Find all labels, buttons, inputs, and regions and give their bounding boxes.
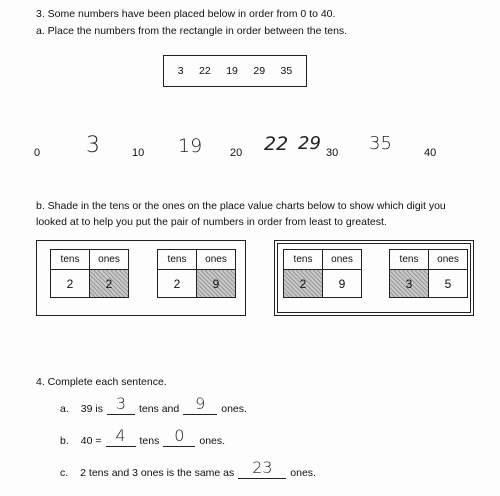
- sentence-text: 40 =: [80, 435, 102, 447]
- ones-cell-shaded[interactable]: 2: [90, 270, 129, 298]
- rectangle-number: 22: [199, 65, 211, 77]
- tens-header: tens: [51, 250, 90, 270]
- place-value-chart: [157, 249, 236, 298]
- handwritten-number: 35: [369, 133, 392, 154]
- item-label: c.: [60, 467, 69, 479]
- question-3b-prompt-line2: looked at to help you put the pair of numbers in order from least to greatest.: [36, 216, 387, 228]
- handwritten-number: 3: [86, 133, 100, 158]
- sentence-text: tens: [139, 435, 160, 447]
- place-value-chart: [283, 249, 362, 298]
- tens-cell-shaded[interactable]: 2: [284, 270, 323, 298]
- answer-blank[interactable]: [107, 394, 135, 415]
- sentence-c: [60, 458, 316, 479]
- item-label: b.: [60, 435, 69, 447]
- sentence-text: ones.: [199, 435, 226, 447]
- tens-header: tens: [390, 250, 429, 270]
- rectangle-number: 29: [253, 65, 266, 77]
- handwritten-number: 29: [298, 133, 321, 154]
- question-4-title: 4. Complete each sentence.: [36, 376, 167, 388]
- number-rectangle: [163, 55, 307, 87]
- tens-marker: 0: [34, 147, 41, 159]
- ones-header: ones: [429, 250, 468, 270]
- item-label: a.: [60, 403, 69, 415]
- handwritten-number: 22: [264, 133, 289, 155]
- answer-blank[interactable]: [238, 458, 286, 479]
- tens-marker: 40: [424, 147, 437, 159]
- ones-cell[interactable]: 9: [323, 270, 362, 298]
- question-3a-prompt: a. Place the numbers from the rectangle in order between the tens.: [36, 25, 348, 37]
- tens-cell-shaded[interactable]: 3: [390, 270, 429, 298]
- sentence-text: ones.: [290, 467, 316, 479]
- ones-header: ones: [197, 250, 236, 270]
- tens-cell[interactable]: 2: [51, 270, 90, 298]
- answer-blank[interactable]: [106, 426, 136, 447]
- place-value-chart: [50, 249, 129, 298]
- answer-blank[interactable]: [163, 426, 195, 447]
- handwritten-answer: 3: [115, 394, 127, 413]
- sentence-text: 39 is: [80, 403, 103, 415]
- tens-header: tens: [284, 250, 323, 270]
- tens-marker: 20: [230, 147, 243, 159]
- tens-cell[interactable]: 2: [158, 270, 197, 298]
- ones-header: ones: [90, 250, 129, 270]
- ones-cell-shaded[interactable]: 9: [197, 270, 236, 298]
- answer-blank[interactable]: [183, 394, 217, 415]
- tens-marker: 10: [132, 147, 145, 159]
- sentence-text: tens and: [138, 403, 180, 415]
- tens-marker: 30: [326, 147, 339, 159]
- sentence-a: [60, 394, 247, 415]
- handwritten-answer: 9: [195, 394, 206, 413]
- sentence-b: [60, 426, 226, 447]
- rectangle-number: 19: [226, 65, 238, 77]
- sentence-text: 2 tens and 3 ones is the same as: [80, 467, 235, 479]
- handwritten-answer: 4: [115, 426, 126, 445]
- tens-header: tens: [158, 250, 197, 270]
- rectangle-number: 3: [177, 65, 184, 77]
- ones-cell[interactable]: 5: [429, 270, 468, 298]
- rectangle-number: 35: [280, 65, 293, 77]
- handwritten-number: 19: [178, 135, 203, 157]
- handwritten-answer: 23: [252, 458, 273, 477]
- ones-header: ones: [323, 250, 362, 270]
- sentence-text: ones.: [221, 403, 247, 415]
- place-value-chart: [389, 249, 468, 298]
- question-3b-prompt-line1: b. Shade in the tens or the ones on the place value charts below to show which digit you: [36, 200, 446, 212]
- handwritten-answer: 0: [174, 426, 185, 445]
- question-3-title: 3. Some numbers have been placed below in order from 0 to 40.: [36, 8, 336, 20]
